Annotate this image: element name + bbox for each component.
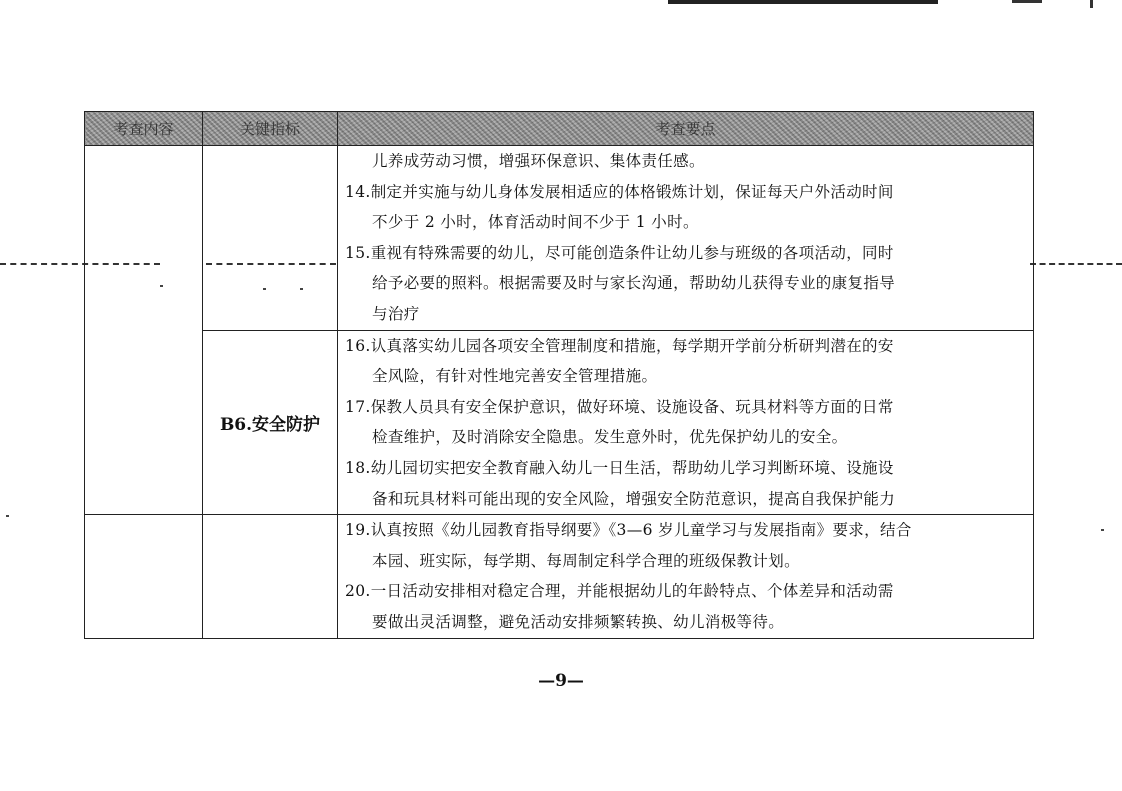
header-key-points: 考查要点 <box>338 112 1034 146</box>
points-cell <box>338 330 1034 515</box>
page-number: —9— <box>538 671 584 691</box>
scan-artifact-top <box>668 0 938 4</box>
table-header-row <box>85 112 1034 146</box>
point-line: 不少于 2 小时，体育活动时间不少于 1 小时。 <box>372 213 699 232</box>
point-line: 要做出灵活调整，避免活动安排频繁转换、幼儿消极等待。 <box>372 612 785 631</box>
points-cell <box>338 515 1034 638</box>
table-row <box>85 515 1034 638</box>
assessment-table <box>84 111 1034 639</box>
point-line: 17.保教人员具有安全保护意识，做好环境、设施设备、玩具材料等方面的日常 <box>345 397 894 416</box>
point-line: 给予必要的照料。根据需要及时与家长沟通，帮助幼儿获得专业的康复指导 <box>372 274 896 293</box>
indicator-cell <box>203 515 338 638</box>
point-line: 16.认真落实幼儿园各项安全管理制度和措施，每学期开学前分析研判潜在的安 <box>345 336 894 355</box>
table-row <box>85 330 1034 515</box>
scan-artifact-top <box>1012 0 1042 3</box>
scan-artifact-top <box>1090 0 1093 8</box>
point-line: 本园、班实际，每学期、每周制定科学合理的班级保教计划。 <box>372 551 800 570</box>
content-cell <box>85 515 203 638</box>
point-line: 检查维护，及时消除安全隐患。发生意外时，优先保护幼儿的安全。 <box>372 428 848 447</box>
point-line: 15.重视有特殊需要的幼儿，尽可能创造条件让幼儿参与班级的各项活动，同时 <box>345 243 894 262</box>
point-line: 20.一日活动安排相对稳定合理，并能根据幼儿的年龄特点、个体差异和活动需 <box>345 582 894 601</box>
point-line: 19.认真按照《幼儿园教育指导纲要》《3—6 岁儿童学习与发展指南》要求，结合 <box>345 521 912 540</box>
points-cell <box>338 146 1034 331</box>
content-cell <box>85 146 203 515</box>
indicator-safety: B6.安全防护 <box>203 330 338 515</box>
table-row <box>85 146 1034 331</box>
point-line: 与治疗 <box>372 304 420 323</box>
point-line: 备和玩具材料可能出现的安全风险，增强安全防范意识，提高自我保护能力 <box>372 489 896 508</box>
point-line: 14.制定并实施与幼儿身体发展相适应的体格锻炼计划，保证每天户外活动时间 <box>345 182 894 201</box>
point-line: 18.幼儿园切实把安全教育融入幼儿一日生活，帮助幼儿学习判断环境、设施设 <box>345 458 894 477</box>
header-content: 考查内容 <box>85 112 203 146</box>
point-line: 儿养成劳动习惯，增强环保意识、集体责任感。 <box>372 152 705 170</box>
scan-artifact-dashes <box>1030 263 1122 265</box>
scan-speck <box>6 515 9 517</box>
point-line: 全风险，有针对性地完善安全管理措施。 <box>372 367 658 386</box>
indicator-cell <box>203 146 338 331</box>
scan-speck <box>1101 529 1104 531</box>
header-key-indicator: 关键指标 <box>203 112 338 146</box>
